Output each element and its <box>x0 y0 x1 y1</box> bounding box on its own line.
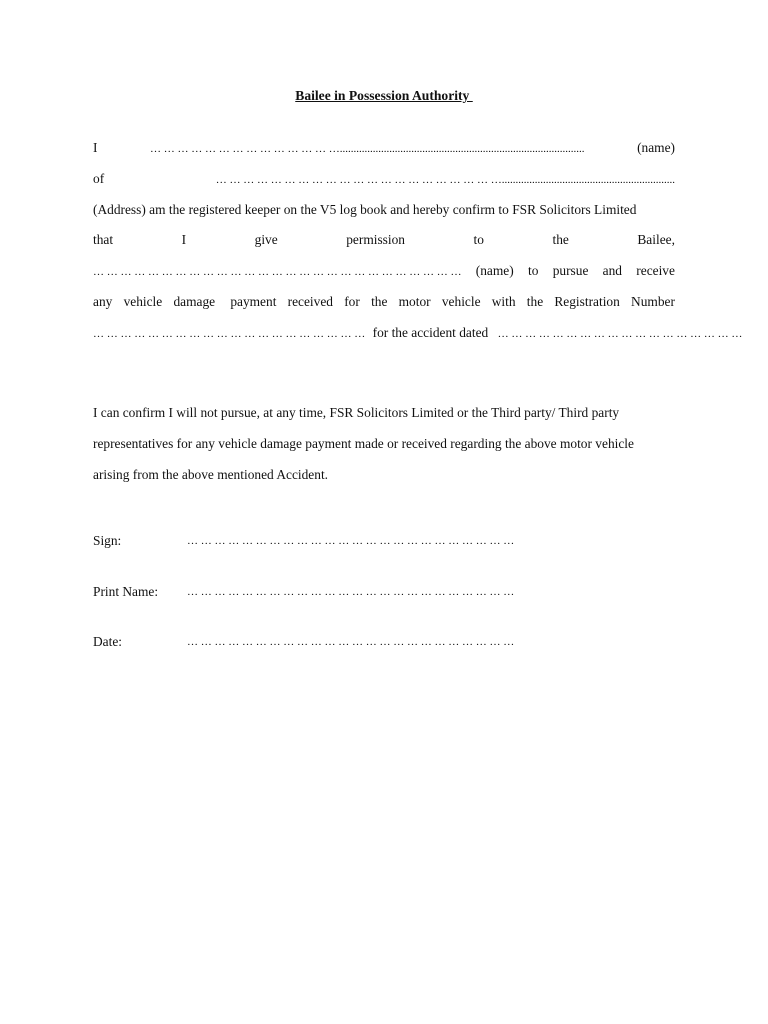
accident-date-blank[interactable]: … … … … … … … … … … … … … … … … … … <box>497 328 743 340</box>
word: the <box>552 232 569 247</box>
word: damage <box>173 294 216 309</box>
word: payment <box>230 294 277 309</box>
address-blank[interactable]: … … … … … … … … … … … … … … … … … … … … …............................................................... <box>215 174 675 186</box>
vehicle-line <box>93 293 675 311</box>
word: motor <box>398 294 431 309</box>
date-field[interactable]: … … … … … … … … … … … … … … … … … … … … … … … … <box>187 636 515 648</box>
date-label: Date: <box>93 634 122 649</box>
word: and <box>602 263 623 278</box>
print-name-label: Print Name: <box>93 584 159 599</box>
confirm-line-2: representatives for any vehicle damage payment made or received regarding the above motor vehicle <box>93 436 634 451</box>
bailee-name-blank[interactable]: … … … … … … … … … … … … … … … … … … … … … … … … … … … <box>93 266 462 278</box>
word: I <box>181 232 187 247</box>
word: the <box>371 294 388 309</box>
word: permission <box>346 232 405 247</box>
name-label: (name) <box>637 140 675 155</box>
word: vehicle <box>441 294 481 309</box>
word: vehicle <box>123 294 163 309</box>
bailee-name-line <box>93 262 675 281</box>
confirm-line-3: arising from the above mentioned Accident. <box>93 467 329 482</box>
word: that <box>93 232 114 247</box>
word: Registration <box>554 294 620 309</box>
of-word: of <box>93 171 105 186</box>
word: received <box>287 294 333 309</box>
print-name-field[interactable]: … … … … … … … … … … … … … … … … … … … … … … … … <box>187 586 515 598</box>
permission-line <box>93 231 675 249</box>
sign-field[interactable]: … … … … … … … … … … … … … … … … … … … … … … … … <box>187 535 515 547</box>
sign-label: Sign: <box>93 533 122 548</box>
pronoun-i: I <box>93 140 98 155</box>
word: with <box>491 294 516 309</box>
word: for <box>344 294 360 309</box>
address-statement: (Address) am the registered keeper on the V5 log book and hereby confirm to FSR Solicitors Limited <box>93 202 637 217</box>
document-title: Bailee in Possession Authority <box>295 88 473 103</box>
word: any <box>93 294 113 309</box>
word: pursue <box>552 263 589 278</box>
name-line <box>93 139 675 158</box>
word: to <box>527 263 539 278</box>
word: Number <box>631 294 675 309</box>
word: to <box>473 232 484 247</box>
word: Bailee, <box>637 232 675 247</box>
registration-blank[interactable]: … … … … … … … … … … … … … … … … … … … … <box>93 328 366 340</box>
word: receive <box>636 263 675 278</box>
bailee-name-label: (name) <box>475 263 514 278</box>
address-line <box>93 170 675 189</box>
registration-line <box>93 324 743 343</box>
name-blank[interactable]: … … … … … … … … … … … … … …......................................................................................... <box>150 143 585 155</box>
confirm-line-1: I can confirm I will not pursue, at any time, FSR Solicitors Limited or the Third party/ Third party <box>93 405 620 420</box>
word: the <box>526 294 544 309</box>
accident-date-text: for the accident dated <box>372 325 489 340</box>
word: give <box>254 232 278 247</box>
